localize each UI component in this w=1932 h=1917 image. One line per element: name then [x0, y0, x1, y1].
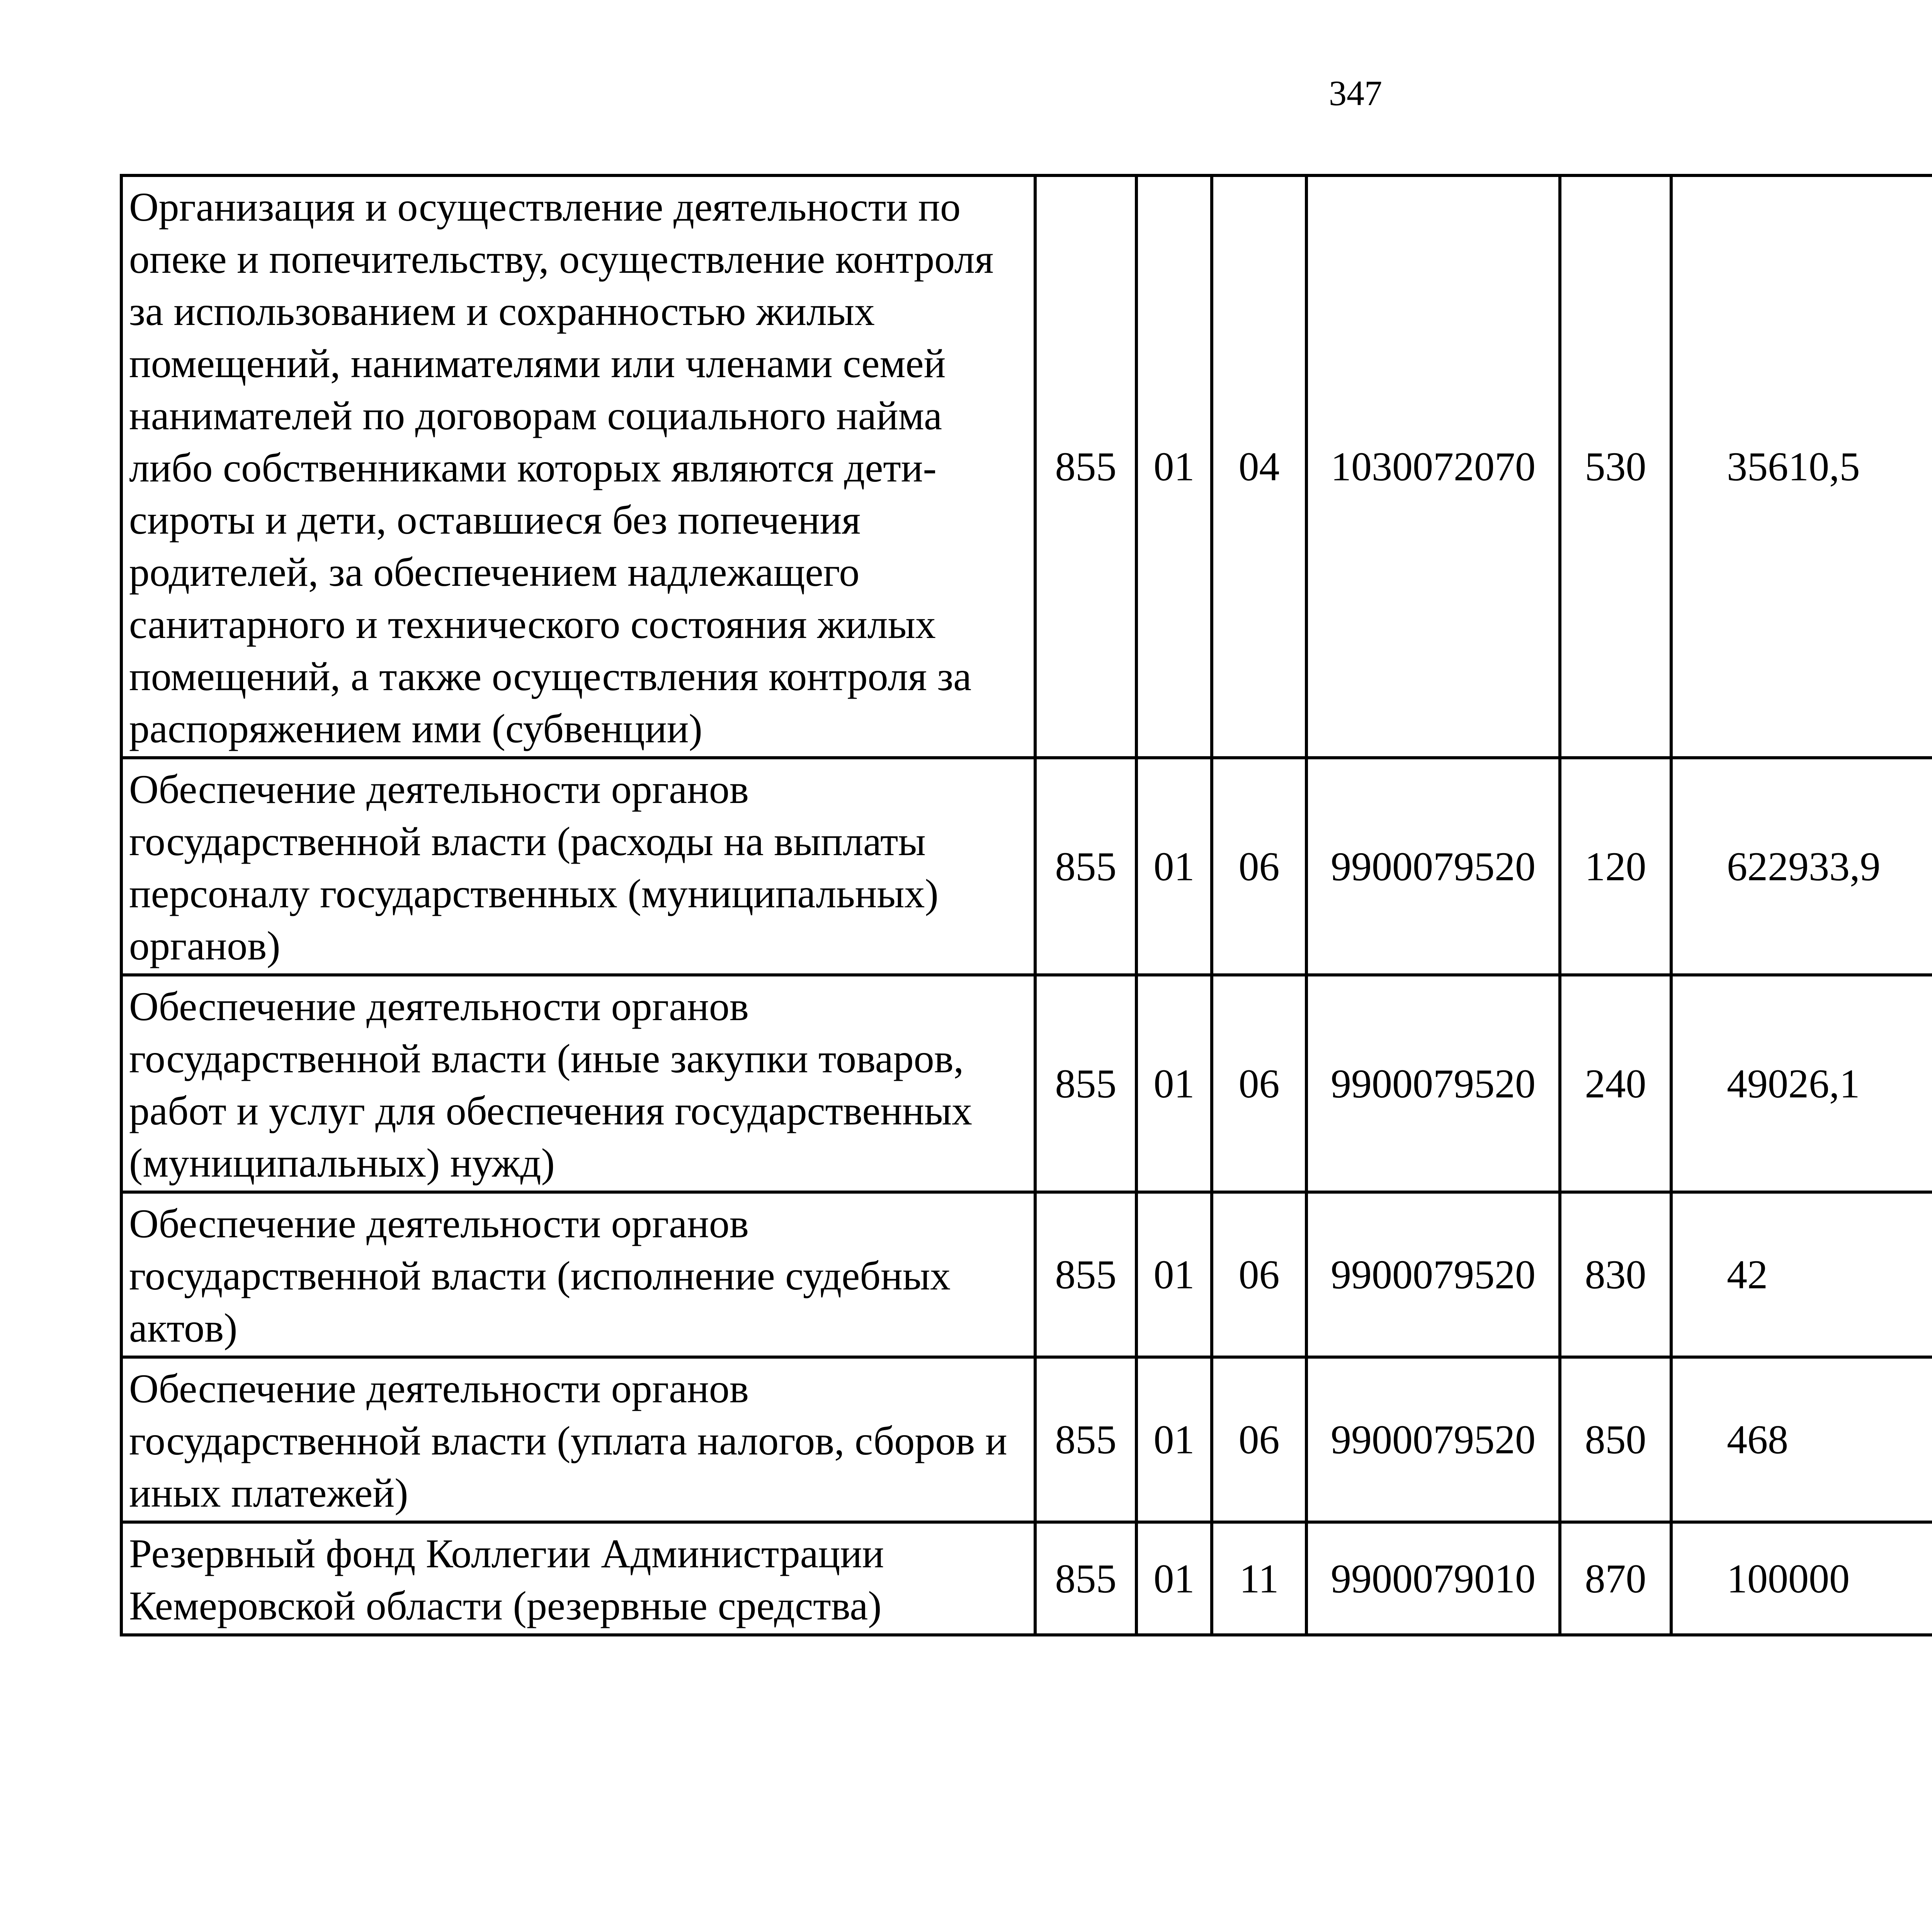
cell-target-article: 1030072070	[1306, 175, 1560, 758]
cell-section: 01	[1136, 1192, 1212, 1357]
cell-expense-type: 240	[1560, 975, 1671, 1192]
cell-target-article: 9900079520	[1306, 758, 1560, 975]
row-description: Организация и осуществление деятельности по опеке и попечительству, осуществление контроля за использованием и сохранностью жилых помещений, нанимателями или членами семей нанимателей по договорам социального найма либо собственниками которых являются дети- сироты и дети, оставшиеся без попечения родителей, за обеспечением надлежащего санитарного и технического состояния жилых помещений, а также осуществления контроля за распоряжением ими (субвенции)	[121, 175, 1035, 758]
table-row	[121, 175, 1932, 758]
cell-ministry: 855	[1035, 1357, 1136, 1522]
row-description: Резервный фонд Коллегии Администрации Кемеровской области (резервные средства)	[121, 1522, 1035, 1635]
cell-ministry: 855	[1035, 1522, 1136, 1635]
cell-expense-type: 120	[1560, 758, 1671, 975]
cell-section: 01	[1136, 975, 1212, 1192]
cell-target-article: 9900079520	[1306, 975, 1560, 1192]
cell-section: 01	[1136, 1357, 1212, 1522]
cell-ministry: 855	[1035, 975, 1136, 1192]
cell-ministry: 855	[1035, 758, 1136, 975]
cell-amount-1: 622933,9	[1671, 758, 1932, 975]
table-row	[121, 1192, 1932, 1357]
cell-target-article: 9900079010	[1306, 1522, 1560, 1635]
cell-expense-type: 870	[1560, 1522, 1671, 1635]
cell-subsection: 06	[1212, 758, 1306, 975]
table-row	[121, 1522, 1932, 1635]
cell-ministry: 855	[1035, 1192, 1136, 1357]
table-row	[121, 975, 1932, 1192]
cell-expense-type: 830	[1560, 1192, 1671, 1357]
cell-section: 01	[1136, 758, 1212, 975]
cell-amount-1: 42	[1671, 1192, 1932, 1357]
cell-ministry: 855	[1035, 175, 1136, 758]
row-description: Обеспечение деятельности органов государственной власти (уплата налогов, сборов и иных платежей)	[121, 1357, 1035, 1522]
cell-target-article: 9900079520	[1306, 1357, 1560, 1522]
cell-expense-type: 850	[1560, 1357, 1671, 1522]
cell-subsection: 06	[1212, 1357, 1306, 1522]
cell-subsection: 11	[1212, 1522, 1306, 1635]
page-number: 347	[1329, 73, 1382, 113]
cell-amount-1: 35610,5	[1671, 175, 1932, 758]
table-row	[121, 758, 1932, 975]
table-row	[121, 1357, 1932, 1522]
cell-section: 01	[1136, 1522, 1212, 1635]
cell-subsection: 04	[1212, 175, 1306, 758]
cell-amount-1: 468	[1671, 1357, 1932, 1522]
cell-amount-1: 49026,1	[1671, 975, 1932, 1192]
budget-table	[120, 174, 1932, 1636]
row-description: Обеспечение деятельности органов государственной власти (иные закупки товаров, работ и услуг для обеспечения государственных (муниципальных) нужд)	[121, 975, 1035, 1192]
cell-target-article: 9900079520	[1306, 1192, 1560, 1357]
row-description: Обеспечение деятельности органов государственной власти (расходы на выплаты персоналу государственных (муниципальных) органов)	[121, 758, 1035, 975]
cell-section: 01	[1136, 175, 1212, 758]
cell-subsection: 06	[1212, 975, 1306, 1192]
row-description: Обеспечение деятельности органов государственной власти (исполнение судебных актов)	[121, 1192, 1035, 1357]
cell-expense-type: 530	[1560, 175, 1671, 758]
cell-amount-1: 100000	[1671, 1522, 1932, 1635]
cell-subsection: 06	[1212, 1192, 1306, 1357]
